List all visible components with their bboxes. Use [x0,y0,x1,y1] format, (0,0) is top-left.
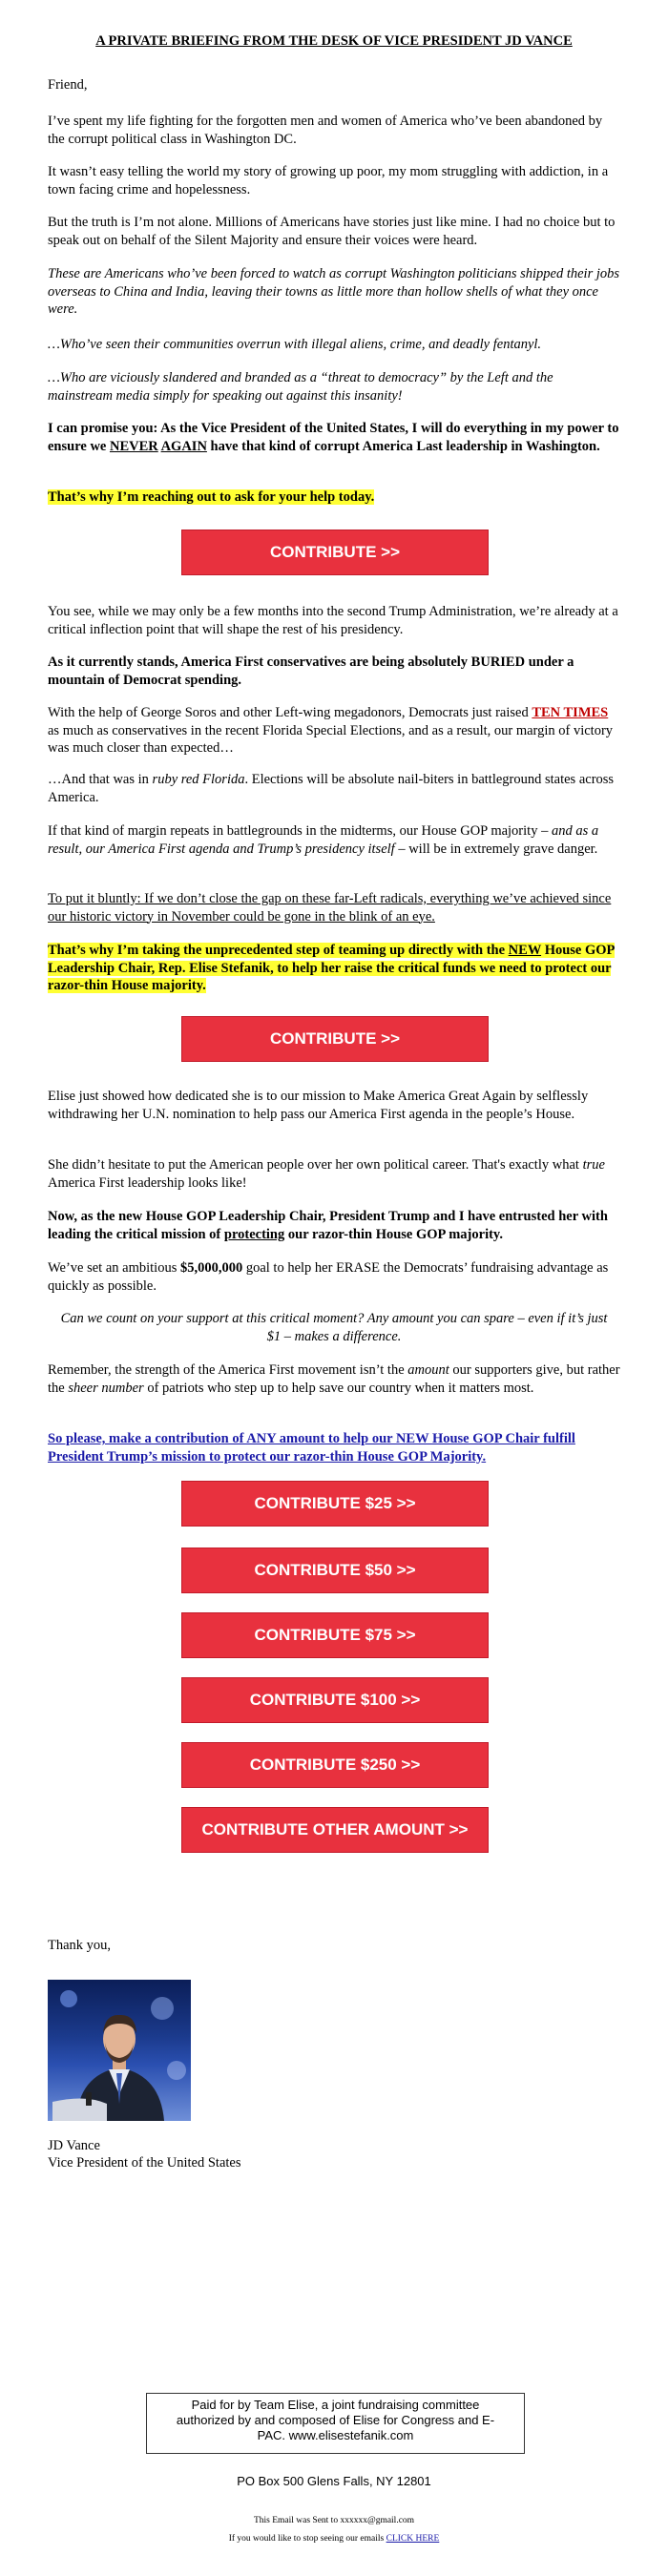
announcement-callout: That’s why I’m taking the unprecedented step of teaming up directly with the NEW House GOP Leadership Chair, Rep. Elise Stefanik, to help her raise the critical funds we need to protect our razor-thin House majority. [48,943,615,993]
paragraph: But the truth is I’m not alone. Millions of Americans have stories just like mine. I had no choice but to speak out on behalf of the Silent Majority and ensure their voices were heard. [48,215,616,248]
help-callout: That’s why I’m reaching out to ask for your help today. [48,489,375,505]
contribute-any-amount-link[interactable]: So please, make a contribution of ANY amount to help our NEW House GOP Chair fulfill President Trump’s mission to protect our razor-thin House GOP Majority. [48,1431,575,1465]
signoff: Thank you, [48,1938,112,1953]
paid-for-disclaimer: Paid for by Team Elise, a joint fundraising committee authorized by and composed of Elise for Congress and E-PAC. www.elisestefanik.com [146,2393,525,2454]
paragraph: She didn’t hesitate to put the American people over her own political career. That's exactly what true America First leadership looks like! [48,1157,605,1191]
contribute-button[interactable]: CONTRIBUTE >> [181,530,489,575]
promise-paragraph: I can promise you: As the Vice President of the United States, I will do everything in my power to ensure we NEVER AGAIN have that kind of corrupt America Last leadership in Washington. [48,421,619,454]
greeting: Friend, [48,77,88,93]
unsubscribe-link[interactable]: CLICK HERE [386,2534,440,2544]
mailing-address: PO Box 500 Glens Falls, NY 12801 [237,2474,431,2488]
paragraph: Elise just showed how dedicated she is to our mission to Make America Great Again by selflessly withdrawing her U.N. nomination to help pass our America First agenda in the people’s House. [48,1089,589,1122]
paragraph: It wasn’t easy telling the world my story of growing up poor, my mom struggling with addiction, in a town facing crime and hopelessness. [48,164,609,197]
contribute-250-button[interactable]: CONTRIBUTE $250 >> [181,1742,489,1788]
paragraph: We’ve set an ambitious $5,000,000 goal to help her ERASE the Democrats’ fundraising advantage as quickly as possible. [48,1260,609,1294]
contribute-100-button[interactable]: CONTRIBUTE $100 >> [181,1677,489,1723]
paragraph: Remember, the strength of the America First movement isn’t the amount our supporters give, but rather the sheer number of patriots who step up to help save our country when it matters most. [48,1362,620,1396]
contribute-25-button[interactable]: CONTRIBUTE $25 >> [181,1481,489,1527]
paragraph: I’ve spent my life fighting for the forgotten men and women of America who’ve been abandoned by the corrupt political class in Washington DC. [48,114,603,147]
unsubscribe-notice: If you would like to stop seeing our emails CLICK HERE [228,2534,440,2544]
paragraph: …And that was in ruby red Florida. Elections will be absolute nail-biters in battleground states across America. [48,772,615,805]
support-question: Can we count on your support at this critical moment? Any amount you can spare – even if it’s just $1 – makes a difference. [60,1311,608,1344]
contribute-other-amount-button[interactable]: CONTRIBUTE OTHER AMOUNT >> [181,1807,489,1853]
paragraph: …Who’ve seen their communities overrun with illegal aliens, crime, and deadly fentanyl. [48,337,542,352]
paragraph: With the help of George Soros and other Left-wing megadonors, Democrats just raised TEN TIMES as much as conservatives in the recent Florida Special Elections, and as a result, our margin of victory was much closer than expected… [48,705,614,756]
paragraph: To put it bluntly: If we don’t close the gap on these far-Left radicals, everything we’ve achieved since our historic victory in November could be gone in the blink of an eye. [48,891,612,924]
signature-title: Vice President of the United States [48,2155,241,2171]
jd-vance-photo [48,1980,191,2121]
paragraph: These are Americans who’ve been forced to watch as corrupt Washington politicians shipped their jobs overseas to China and India, leaving their towns as little more than hollow shells of what they once were. [48,266,620,317]
paragraph: Now, as the new House GOP Leadership Chair, President Trump and I have entrusted her with leading the critical mission of protecting our razor-thin House GOP majority. [48,1209,608,1242]
paragraph: If that kind of margin repeats in battlegrounds in the midterms, our House GOP majority – and as a result, our America First agenda and Trump’s presidency itself – will be in extremely grave danger. [48,823,599,857]
paragraph: As it currently stands, America First conservatives are being absolutely BURIED under a mountain of Democrat spending. [48,654,574,688]
signature-name: JD Vance [48,2138,100,2153]
contribute-50-button[interactable]: CONTRIBUTE $50 >> [181,1548,489,1593]
page-title: A PRIVATE BRIEFING FROM THE DESK OF VICE PRESIDENT JD VANCE [95,33,573,49]
sent-to-notice: This Email was Sent to xxxxxx@gmail.com [253,2516,415,2525]
contribute-button[interactable]: CONTRIBUTE >> [181,1016,489,1062]
portrait-illustration [48,1980,191,2121]
contribute-75-button[interactable]: CONTRIBUTE $75 >> [181,1612,489,1658]
paragraph: You see, while we may only be a few months into the second Trump Administration, we’re already at a critical inflection point that will shape the rest of his presidency. [48,604,618,637]
paragraph: …Who are viciously slandered and branded as a “threat to democracy” by the Left and the mainstream media simply for speaking out against this insanity! [48,370,553,404]
